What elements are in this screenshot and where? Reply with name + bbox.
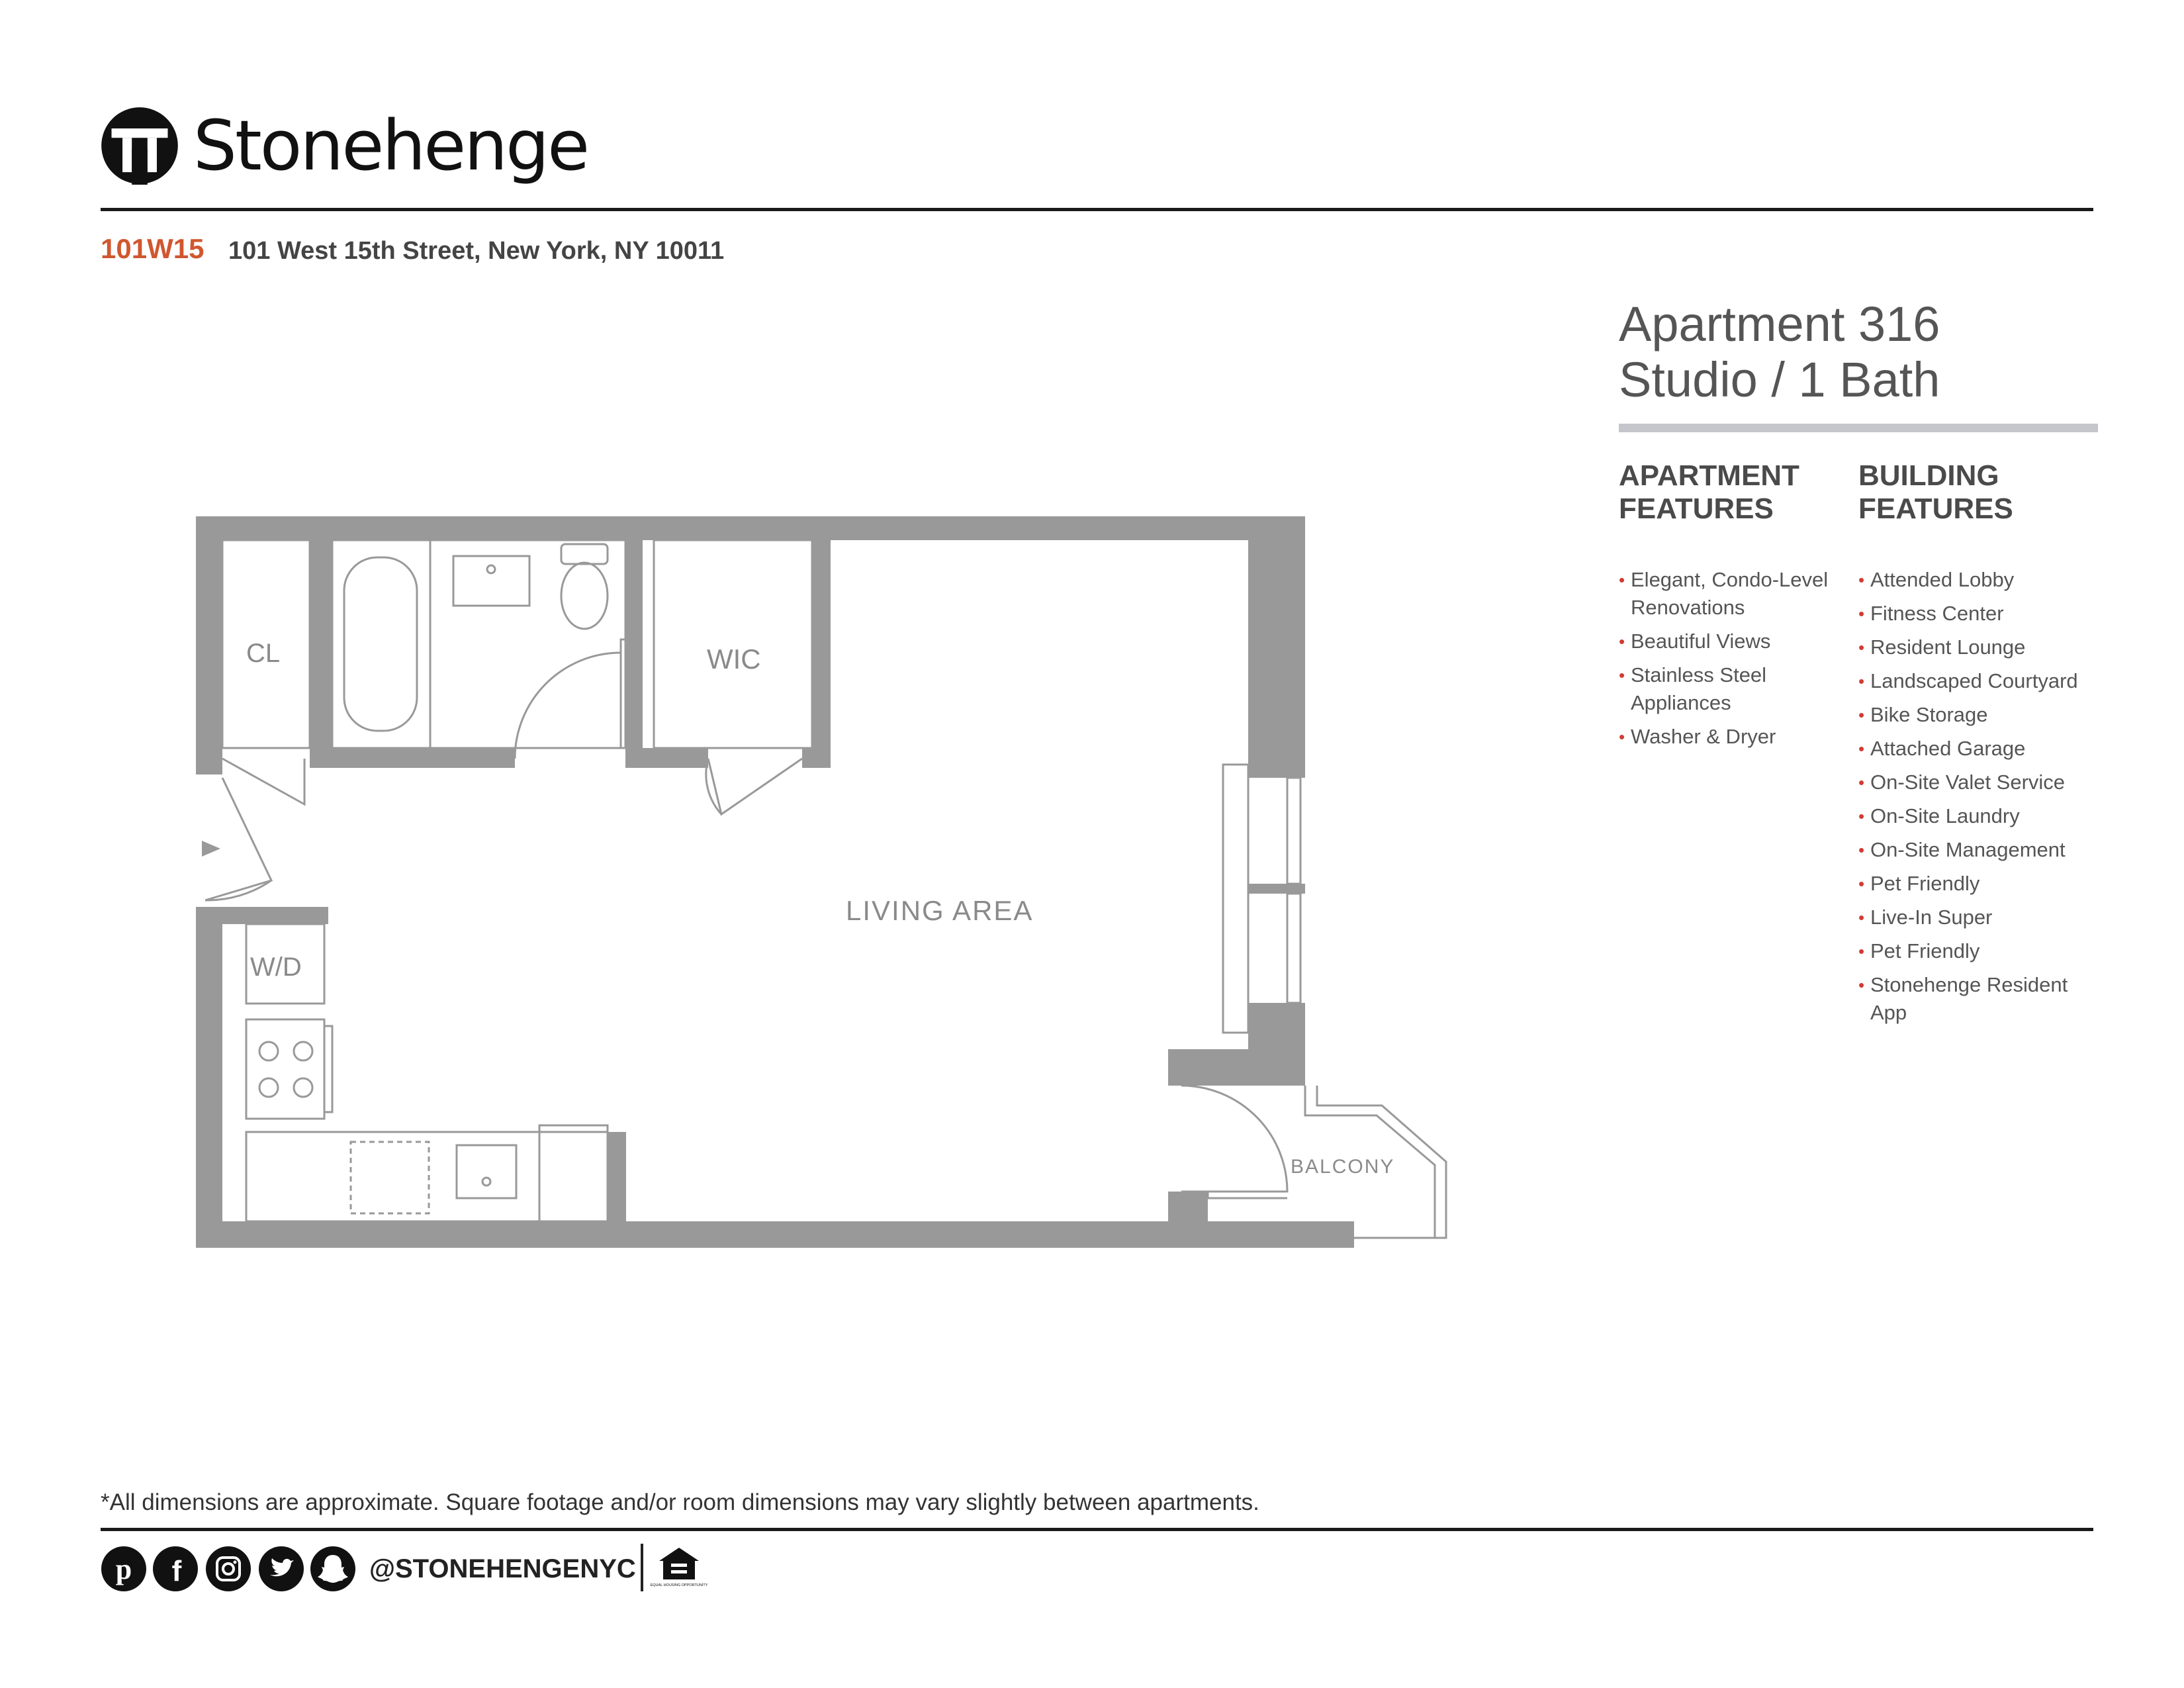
- snapchat-icon[interactable]: [310, 1546, 356, 1592]
- list-item: • Bike Storage: [1858, 701, 2093, 729]
- building-address: 101 West 15th Street, New York, NY 10011: [228, 237, 725, 265]
- equal-housing-label: EQUAL HOUSING OPPORTUNITY: [650, 1583, 708, 1587]
- building-features-list: [1858, 566, 2093, 1033]
- disclaimer: *All dimensions are approximate. Square footage and/or room dimensions may vary slightly between apartments.: [101, 1489, 1259, 1515]
- social-handle[interactable]: @STONEHENGENYC: [369, 1554, 636, 1583]
- list-item: • Live-In Super: [1858, 904, 2093, 931]
- list-item: • On-Site Laundry: [1858, 802, 2093, 830]
- list-item: • Attached Garage: [1858, 735, 2093, 763]
- list-item: • Pet Friendly: [1858, 870, 2093, 898]
- brand-name: Stonehenge: [193, 105, 588, 186]
- apartment-features-list: [1619, 566, 1850, 757]
- title-divider: [1619, 424, 2098, 432]
- list-item: • Elegant, Condo-Level Renovations: [1619, 566, 1850, 622]
- list-item: • Landscaped Courtyard: [1858, 667, 2093, 695]
- room-label-living: LIVING AREA: [846, 895, 1034, 926]
- list-item: • Resident Lounge: [1858, 633, 2093, 661]
- list-item: • On-Site Management: [1858, 836, 2093, 864]
- svg-text:f: f: [171, 1555, 182, 1587]
- room-label-wic: WIC: [707, 643, 761, 675]
- footer-divider: [101, 1528, 2093, 1531]
- building-features-heading-line1: BUILDING: [1858, 459, 1999, 492]
- apartment-number: Apartment 316: [1619, 297, 1940, 352]
- facebook-icon[interactable]: [152, 1546, 199, 1592]
- building-features-heading: [1858, 459, 2013, 526]
- list-item: • Washer & Dryer: [1619, 723, 1850, 751]
- list-item: • On-Site Valet Service: [1858, 769, 2093, 796]
- apartment-type: Studio / 1 Bath: [1619, 352, 1940, 407]
- twitter-icon[interactable]: [258, 1546, 304, 1592]
- list-item: • Beautiful Views: [1619, 628, 1850, 655]
- footer-separator: [641, 1544, 643, 1591]
- building-code: 101W15: [101, 233, 205, 264]
- room-label-wd: W/D: [250, 953, 302, 982]
- list-item: • Stonehenge Resident App: [1858, 971, 2093, 1027]
- floor-plan-walls: [196, 516, 1354, 1248]
- apartment-features-heading-line1: APARTMENT: [1619, 459, 1799, 492]
- apartment-features-heading-line2: FEATURES: [1619, 492, 1774, 525]
- svg-text:p: p: [115, 1553, 132, 1585]
- apartment-features-heading: [1619, 459, 1799, 526]
- room-label-closet: CL: [246, 639, 281, 668]
- list-item: • Fitness Center: [1858, 600, 2093, 628]
- apartment-title: [1619, 297, 1940, 408]
- list-item: • Stainless Steel Appliances: [1619, 661, 1850, 717]
- pinterest-icon[interactable]: [101, 1546, 147, 1592]
- building-features-heading-line2: FEATURES: [1858, 492, 2013, 525]
- list-item: • Pet Friendly: [1858, 937, 2093, 965]
- list-item: • Attended Lobby: [1858, 566, 2093, 594]
- equal-housing-icon: [650, 1545, 708, 1593]
- entry-arrow-icon: [202, 841, 220, 857]
- room-label-balcony: BALCONY: [1291, 1156, 1395, 1178]
- instagram-icon[interactable]: [205, 1546, 251, 1592]
